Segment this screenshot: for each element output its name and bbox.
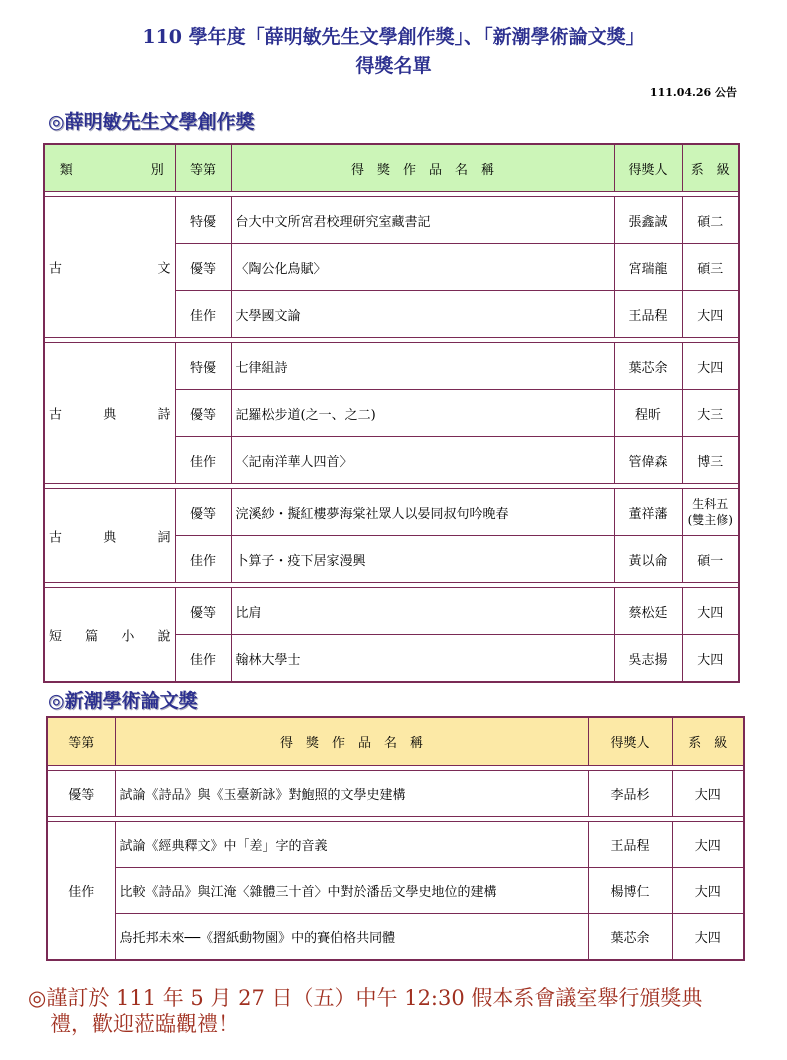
table-row	[44, 588, 739, 635]
dept-cell: 大四	[682, 343, 739, 390]
work-cell: 台大中文所宮君校理研究室藏書記	[231, 197, 614, 244]
work-cell: 比肩	[231, 588, 614, 635]
rank-cell: 特優	[175, 197, 231, 244]
header-category: 類 別	[44, 144, 175, 192]
winner-cell: 李品杉	[588, 771, 672, 817]
category-cell: 古典詩	[44, 343, 175, 484]
table-row	[47, 914, 744, 961]
work-cell: 〈記南洋華人四首〉	[231, 437, 614, 484]
section-title-academic-award: ◎新潮學術論文獎	[48, 690, 198, 712]
rank-cell: 佳作	[175, 291, 231, 338]
winner-cell: 吳志揚	[614, 635, 682, 683]
table-row	[44, 343, 739, 390]
work-cell: 七律組詩	[231, 343, 614, 390]
section-title-creative-award: ◎薛明敏先生文學創作獎	[48, 111, 255, 133]
dept-cell: 大四	[672, 771, 744, 817]
work-cell: 浣溪紗・擬紅樓夢海棠社眾人以晏同叔句吟晚春	[231, 489, 614, 536]
rank-cell: 佳作	[175, 437, 231, 484]
work-cell: 試論《詩品》與《玉臺新詠》對鮑照的文學史建構	[115, 771, 588, 817]
dept-cell: 碩三	[682, 244, 739, 291]
winner-cell: 董祥藩	[614, 489, 682, 536]
winner-cell: 王品程	[614, 291, 682, 338]
work-cell: 烏托邦未來──《摺紙動物園》中的賽伯格共同體	[115, 914, 588, 961]
rank-cell: 佳作	[47, 822, 115, 961]
header-rank: 等第	[47, 717, 115, 766]
dept-cell: 大四	[682, 588, 739, 635]
dept-cell: 大四	[682, 635, 739, 683]
dept-cell: 博三	[682, 437, 739, 484]
rank-cell: 佳作	[175, 536, 231, 583]
winner-cell: 管偉森	[614, 437, 682, 484]
rank-cell: 優等	[175, 588, 231, 635]
table-row	[47, 771, 744, 817]
table-row	[47, 868, 744, 914]
header-dept: 系 級	[672, 717, 744, 766]
work-cell: 〈陶公化鳥賦〉	[231, 244, 614, 291]
notice-line-2: 禮，歡迎蒞臨觀禮！	[50, 1012, 239, 1036]
page-title: 110 學年度「薛明敏先生文學創作獎」、「新潮學術論文獎」	[142, 26, 645, 48]
rank-cell: 優等	[175, 489, 231, 536]
dept-cell: 大四	[682, 291, 739, 338]
winner-cell: 宮瑞龍	[614, 244, 682, 291]
winner-cell: 程昕	[614, 390, 682, 437]
winner-cell: 黃以侖	[614, 536, 682, 583]
work-cell: 翰林大學士	[231, 635, 614, 683]
category-cell: 古文	[44, 197, 175, 338]
header-winner: 得獎人	[614, 144, 682, 192]
winner-cell: 楊博仁	[588, 868, 672, 914]
table-row	[47, 822, 744, 868]
table-row	[44, 489, 739, 536]
work-cell: 卜算子・疫下居家漫興	[231, 536, 614, 583]
rank-cell: 佳作	[175, 635, 231, 683]
winner-cell: 葉芯余	[588, 914, 672, 961]
work-cell: 比較《詩品》與江淹〈雜體三十首〉中對於潘岳文學史地位的建構	[115, 868, 588, 914]
rank-cell: 特優	[175, 343, 231, 390]
work-cell: 大學國文論	[231, 291, 614, 338]
rank-cell: 優等	[175, 390, 231, 437]
winner-cell: 張鑫誠	[614, 197, 682, 244]
dept-cell: 大四	[672, 822, 744, 868]
page-subtitle: 得獎名單	[355, 55, 432, 77]
work-cell: 試論《經典釋文》中「差」字的音義	[115, 822, 588, 868]
dept-cell: 生科五 (雙主修)	[682, 489, 739, 536]
category-cell: 古典詞	[44, 489, 175, 583]
header-winner: 得獎人	[588, 717, 672, 766]
table-header-row	[47, 717, 744, 766]
header-rank: 等第	[175, 144, 231, 192]
dept-cell: 碩二	[682, 197, 739, 244]
academic-award-table	[46, 716, 745, 961]
dept-cell: 大三	[682, 390, 739, 437]
winner-cell: 蔡松廷	[614, 588, 682, 635]
creative-award-table	[43, 143, 740, 683]
winner-cell: 葉芯余	[614, 343, 682, 390]
header-work: 得 獎 作 品 名 稱	[115, 717, 588, 766]
rank-cell: 優等	[175, 244, 231, 291]
table-row	[44, 197, 739, 244]
category-cell: 短篇小說	[44, 588, 175, 683]
dept-cell: 大四	[672, 868, 744, 914]
header-dept: 系 級	[682, 144, 739, 192]
dept-cell: 碩一	[682, 536, 739, 583]
notice-line-1: ◎謹訂於 111 年 5 月 27 日（五）中午 12:30 假本系會議室舉行頒獎典	[28, 986, 703, 1010]
ceremony-notice	[28, 985, 758, 1037]
winner-cell: 王品程	[588, 822, 672, 868]
announcement-date: 111.04.26 公告	[649, 86, 737, 99]
work-cell: 記羅松步道(之一、之二)	[231, 390, 614, 437]
dept-cell: 大四	[672, 914, 744, 961]
rank-cell: 優等	[47, 771, 115, 817]
table-header-row	[44, 144, 739, 192]
header-work: 得 獎 作 品 名 稱	[231, 144, 614, 192]
